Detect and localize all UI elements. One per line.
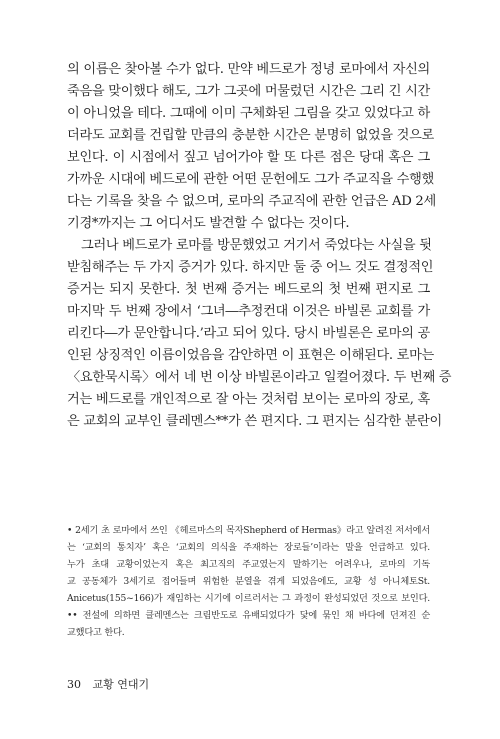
- footnote-line: • 2세기 초 로마에서 쓰인 《헤르마스의 목자Shepherd of Hermas》라고 알려진 저서에서: [67, 525, 430, 536]
- text-line: 리킨다―가 문안합니다.’라고 되어 있다. 당시 바빌론은 로마의 공: [67, 326, 430, 341]
- text-line: 기경*까지는 그 어디서도 발견할 수 없다는 것이다.: [67, 216, 350, 231]
- text-line: 인된 상징적인 이름이었음을 감안하면 이 표현은 이해된다. 로마는: [67, 348, 434, 363]
- text-line: 더라도 교회를 건립할 만큼의 충분한 시간은 분명히 없었을 것으로: [67, 128, 434, 143]
- footnote-line: 는 ‘교회의 통치자’ 혹은 ‘교회의 의식을 주재하는 장로들’이라는 말을 언급하고 있다.: [67, 542, 430, 553]
- footnote-line: Anicetus(155~166)가 재임하는 시기에 이르러서는 그 과정이 완성되었던 것으로 보인다.: [67, 593, 430, 604]
- page-number: 30: [67, 678, 81, 691]
- text-line: 거는 베드로를 개인적으로 잘 아는 것처럼 보이는 로마의 장로, 혹: [67, 392, 430, 407]
- text-line: 죽음을 맞이했다 해도, 그가 그곳에 머물렀던 시간은 그리 긴 시간: [67, 84, 430, 99]
- text-line: 그러나 베드로가 로마를 방문했었고 거기서 죽었다는 사실을 뒷: [81, 238, 432, 253]
- text-line: 받침해주는 두 가지 증거가 있다. 하지만 둘 중 어느 것도 결정적인: [67, 260, 434, 275]
- footnote-line: 교 공동체가 3세기로 접어들며 위험한 분열을 겪게 되었음에도, 교황 성 아니체토St.: [67, 576, 430, 587]
- page-footer: [67, 676, 149, 692]
- text-line: 마지막 두 번째 장에서 ‘그녀―추정컨대 이것은 바빌론 교회를 가: [67, 304, 430, 319]
- text-line: 의 이름은 찾아볼 수가 없다. 만약 베드로가 정녕 로마에서 자신의: [67, 62, 430, 77]
- text-line: 증거는 되지 못한다. 첫 번째 증거는 베드로의 첫 번째 편지로 그: [67, 282, 430, 297]
- running-title: 교황 연대기: [92, 678, 150, 691]
- footnote-line: 누가 초대 교황이었는지 혹은 최고직의 주교였는지 말하기는 어려우나, 로마의 기독: [67, 559, 430, 570]
- text-line: 다는 기록을 찾을 수 없으며, 로마의 주교직에 관한 언급은 AD 2세: [67, 194, 436, 209]
- text-line: 이 아니었을 테다. 그때에 이미 구체화된 그림을 갖고 있었다고 하: [67, 106, 430, 121]
- text-line: 가까운 시대에 베드로에 관한 어떤 문헌에도 그가 주교직을 수행했: [67, 172, 434, 187]
- text-line: 은 교회의 교부인 클레멘스**가 쓴 편지다. 그 편지는 심각한 분란이: [67, 414, 442, 429]
- text-line: 〈요한묵시록〉에서 네 번 이상 바빌론이라고 일컬어졌다. 두 번째 증: [67, 370, 452, 385]
- footnote-line: •• 전설에 의하면 클레멘스는 크림반도로 유배되었다가 닻에 묶인 채 바다에 던져진 순: [67, 610, 430, 621]
- text-line: 보인다. 이 시점에서 짚고 넘어가야 할 또 다른 점은 당대 혹은 그: [67, 150, 430, 165]
- footnote-line: 교했다고 한다.: [67, 627, 125, 638]
